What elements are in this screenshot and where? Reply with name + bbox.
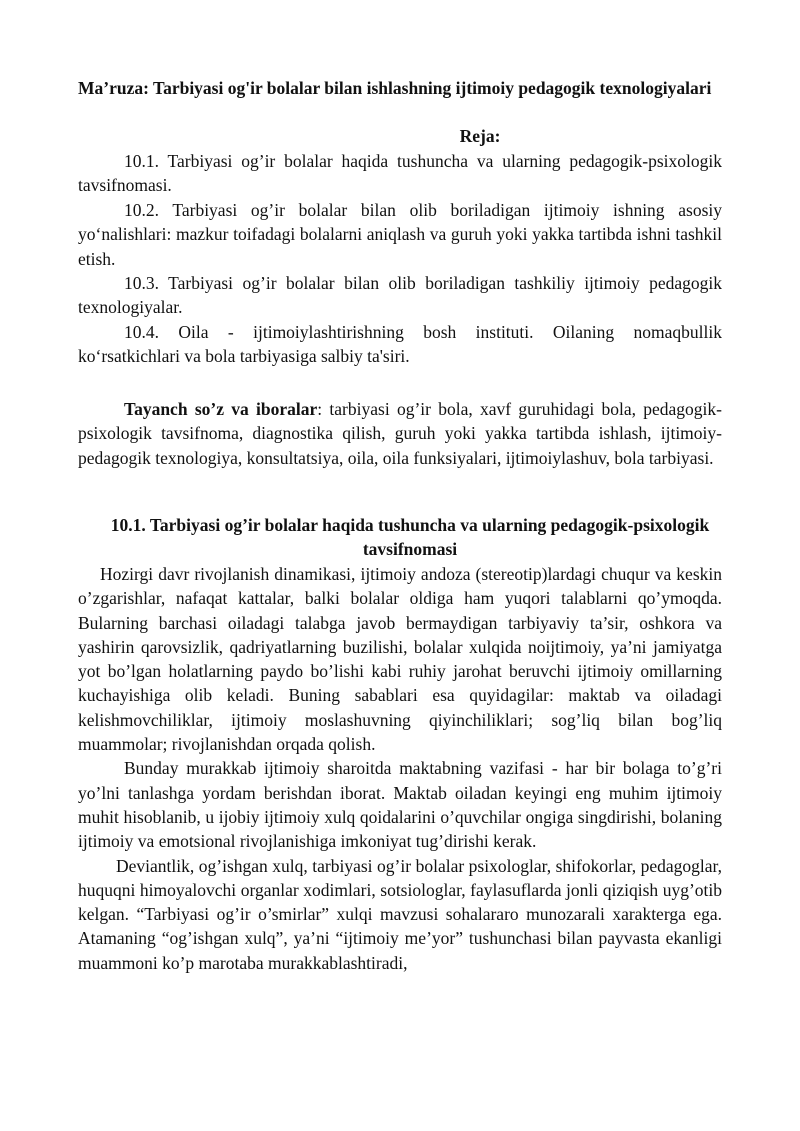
plan-label: Reja: (459, 126, 501, 146)
plan-item-3: 10.3. Tarbiyasi og’ir bolalar bilan olib boriladigan tashkiliy ijtimoiy pedagogik texnologiyalar. (78, 273, 722, 318)
keywords-text: : tarbiyasi og’ir bola, xavf guruhidagi bola, pedagogik-psixologik tavsifnoma, diagnostika qilish, guruh yoki yakka tartibda ishlash, ijtimoiy-pedagogik texnologiya, konsultatsiya, oila, oila funksiyalari, ijtimoiylashuv, bola tarbiyasi. (78, 399, 722, 468)
plan-item-4: 10.4. Oila - ijtimoiylashtirishning bosh instituti. Oilaning nomaqbullik ko‘rsatkichlari va bola tarbiyasiga salbiy ta'siri. (78, 322, 722, 367)
paragraph-3: Deviantlik, og’ishgan xulq, tarbiyasi og’ir bolalar psixologlar, shifokorlar, pedagoglar, huquqni himoyalovchi organlar xodimlari, sotsiologlar, faylasuflarda jonli qiziqish uyg’otib kelgan. “Tarbiyasi og’ir o’smirlar” xulqi mavzusi sohalararo munozarali xarakterga ega. Atamaning “og’ishgan xulq”, ya’ni “ijtimoiy me’yor” tushunchasi bilan payvasta ekanligi muammoni ko’p marotaba murakkablashtiradi, (78, 855, 722, 973)
paragraph-2: Bunday murakkab ijtimoiy sharoitda maktabning vazifasi - har bir bolaga to’g’ri yo’lni tanlashga yordam berishdan iborat. Maktab oiladan keyingi eng muhim ijtimoiy muhit hisoblanib, u ijobiy ijtimoiy xulq qoidalarini o’quvchilar ongiga singdirishi, bolaning ijtimoiy va emotsional rivojlanishiga imkoniyat tug’dirishi kerak. (78, 758, 722, 852)
section-heading: 10.1. Tarbiyasi og’ir bolalar haqida tushuncha va ularning pedagogik-psixologik tavsifnomasi (110, 515, 710, 560)
lecture-title: Ma’ruza: Tarbiyasi og'ir bolalar bilan ishlashning ijtimoiy pedagogik texnologiyalari (78, 78, 712, 98)
paragraph-1: Hozirgi davr rivojlanish dinamikasi, ijtimoiy andoza (stereotip)lardagi chuqur va keskin o’zgarishlar, nafaqat kattalar, balki bolalar oldiga ham yuqori talablarni qo’ymoqda. Bularning barchasi oiladagi talabga javob bermaydigan tarbiyaviy ta’sir, oshkora va yashirin qarovsizlik, qadriyatlarning buzilishi, bolalar xulqida noijtimoiy, ya’ni jamiyatga yot bo’lgan holatlarning paydo bo’lishi kabi ruhiy jarohat beruvchi ijtimoiy omillarning kuchayishiga olib keladi. Buning sabablari esa quyidagilar: maktab va oiladagi kelishmovchiliklar, ijtimoiy moslashuvning qiyinchiliklari; sog’liq bilan bog’liq muammolar; rivojlanishdan orqada qolish. (78, 564, 722, 755)
body-text (78, 562, 722, 975)
keywords-label: Tayanch so’z va iboralar (124, 399, 318, 419)
plan-item-1: 10.1. Tarbiyasi og’ir bolalar haqida tushuncha va ularning pedagogik-psixologik tavsifnomasi. (78, 151, 722, 196)
plan-item-2: 10.2. Tarbiyasi og’ir bolalar bilan olib boriladigan ijtimoiy ishning asosiy yo‘nalishlari: mazkur toifadagi bolalarni aniqlash va guruh yoki yakka tartibda ishni tashkil etish. (78, 200, 722, 269)
keywords-paragraph (78, 397, 722, 470)
